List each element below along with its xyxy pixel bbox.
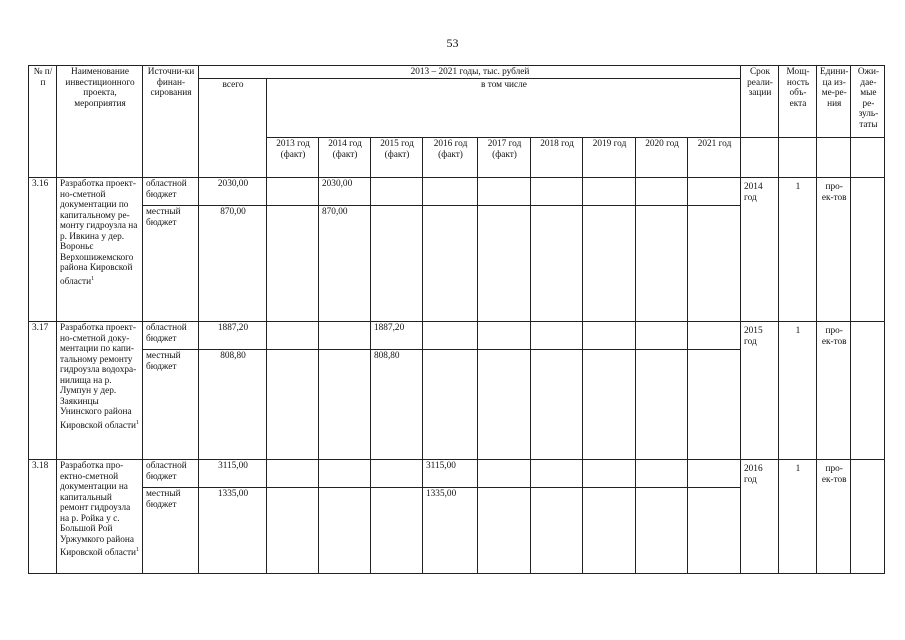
investment-projects-table (28, 65, 885, 574)
project-name (57, 178, 143, 322)
empty-cell (688, 178, 741, 206)
header-row-1 (29, 66, 885, 79)
empty-cell (267, 322, 319, 350)
expected-results (851, 322, 885, 460)
empty-cell (423, 322, 478, 350)
year-amount-local: 870,00 (319, 206, 371, 322)
year-amount-local: 808,80 (371, 350, 423, 460)
empty-cell (319, 322, 371, 350)
empty-cell (371, 206, 423, 322)
funding-source-regional: областной бюджет (143, 460, 199, 488)
empty-cell (478, 460, 531, 488)
header-year-2019: 2019 год (583, 138, 636, 178)
funding-source-regional: областной бюджет (143, 322, 199, 350)
header-expected-results: Ожи-дае-мые ре-зуль-таты (851, 66, 885, 138)
header-number: № п/п (29, 66, 57, 178)
funding-source-regional: областной бюджет (143, 178, 199, 206)
empty-cell (531, 460, 583, 488)
project-name-text: Разработка про-ектно-сметной документации на капитальный ремонт гидроузла на р. Ройка у с. Большой Рой Уржумкого района Кировской области (60, 461, 137, 559)
empty-cell (688, 350, 741, 460)
row-number: 3.16 (29, 178, 57, 322)
year-amount-regional: 1887,20 (371, 322, 423, 350)
empty-cell (636, 460, 688, 488)
header-year-2018: 2018 год (531, 138, 583, 178)
empty-cell (478, 322, 531, 350)
funding-source-local: местный бюджет (143, 350, 199, 460)
header-term: Срок реали-зации (741, 66, 779, 138)
empty-cell (636, 322, 688, 350)
header-total: всего (199, 78, 267, 178)
unit: про-ек-тов (817, 178, 851, 322)
total-regional: 2030,00 (199, 178, 267, 206)
term: 2016 год (741, 460, 779, 574)
empty-cell (851, 138, 885, 178)
empty-cell (688, 488, 741, 574)
expected-results (851, 460, 885, 574)
total-regional: 1887,20 (199, 322, 267, 350)
empty-cell (583, 488, 636, 574)
project-name (57, 322, 143, 460)
empty-cell (423, 350, 478, 460)
header-year-2016: 2016 год (факт) (423, 138, 478, 178)
empty-cell (319, 350, 371, 460)
funding-source-local: местный бюджет (143, 206, 199, 322)
empty-cell (583, 322, 636, 350)
year-amount-regional: 2030,00 (319, 178, 371, 206)
empty-cell (688, 460, 741, 488)
empty-cell (478, 206, 531, 322)
term: 2015 год (741, 322, 779, 460)
empty-cell (817, 138, 851, 178)
year-amount-local: 1335,00 (423, 488, 478, 574)
header-year-2021: 2021 год (688, 138, 741, 178)
project-name-text: Разработка проект-но-сметной документации по капитальному ре-монту гидроузла на р. Ивкина у дер. Вороньє Верхошижемского района Кировской области (60, 179, 138, 287)
header-including: в том числе (267, 78, 741, 138)
empty-cell (267, 488, 319, 574)
empty-cell (478, 178, 531, 206)
empty-cell (583, 178, 636, 206)
empty-cell (267, 206, 319, 322)
footnote-mark: 1 (91, 275, 95, 282)
table-body (29, 66, 885, 574)
page-number: 53 (446, 36, 459, 50)
header-year-2020: 2020 год (636, 138, 688, 178)
expected-results (851, 178, 885, 322)
empty-cell (423, 178, 478, 206)
header-year-2014: 2014 год (факт) (319, 138, 371, 178)
empty-cell (583, 460, 636, 488)
funding-source-local: местный бюджет (143, 488, 199, 574)
empty-cell (688, 322, 741, 350)
empty-cell (531, 178, 583, 206)
capacity: 1 (779, 322, 817, 460)
empty-cell (267, 178, 319, 206)
empty-cell (531, 322, 583, 350)
header-capacity: Мощ-ность объ-екта (779, 66, 817, 138)
project-name (57, 460, 143, 574)
empty-cell (531, 488, 583, 574)
empty-cell (371, 488, 423, 574)
empty-cell (636, 350, 688, 460)
empty-cell (423, 206, 478, 322)
header-year-2015: 2015 год (факт) (371, 138, 423, 178)
unit: про-ек-тов (817, 322, 851, 460)
year-amount-regional: 3115,00 (423, 460, 478, 488)
total-local: 808,80 (199, 350, 267, 460)
header-project-name: Наименование инвестиционного проекта, мероприятия (57, 66, 143, 178)
total-regional: 3115,00 (199, 460, 267, 488)
table-row (29, 178, 885, 206)
term: 2014 год (741, 178, 779, 322)
empty-cell (267, 460, 319, 488)
header-funding-source: Источни-ки финан-сирования (143, 66, 199, 178)
capacity: 1 (779, 178, 817, 322)
empty-cell (636, 178, 688, 206)
footnote-mark: 1 (136, 419, 140, 426)
empty-cell (779, 138, 817, 178)
capacity: 1 (779, 460, 817, 574)
empty-cell (741, 138, 779, 178)
header-year-2017: 2017 год (факт) (478, 138, 531, 178)
empty-cell (478, 488, 531, 574)
header-unit: Едини-ца из-ме-ре-ния (817, 66, 851, 138)
empty-cell (478, 350, 531, 460)
empty-cell (636, 206, 688, 322)
table-row (29, 460, 885, 488)
empty-cell (688, 206, 741, 322)
empty-cell (583, 350, 636, 460)
empty-cell (267, 350, 319, 460)
row-number: 3.18 (29, 460, 57, 574)
empty-cell (636, 488, 688, 574)
header-period: 2013 – 2021 годы, тыс. рублей (199, 66, 741, 79)
total-local: 1335,00 (199, 488, 267, 574)
unit: про-ек-тов (817, 460, 851, 574)
header-year-2013: 2013 год (факт) (267, 138, 319, 178)
empty-cell (319, 460, 371, 488)
footnote-mark: 1 (136, 547, 140, 553)
empty-cell (531, 350, 583, 460)
empty-cell (319, 488, 371, 574)
table-row (29, 322, 885, 350)
empty-cell (531, 206, 583, 322)
project-name-text: Разработка проект-но-сметной доку-ментации по капи-тальному ремонту гидроузла водохра-нилища на р. Лумпун у дер. Заякинцы Унинского района Кировской области (60, 323, 137, 431)
empty-cell (371, 460, 423, 488)
empty-cell (371, 178, 423, 206)
empty-cell (583, 206, 636, 322)
row-number: 3.17 (29, 322, 57, 460)
total-local: 870,00 (199, 206, 267, 322)
